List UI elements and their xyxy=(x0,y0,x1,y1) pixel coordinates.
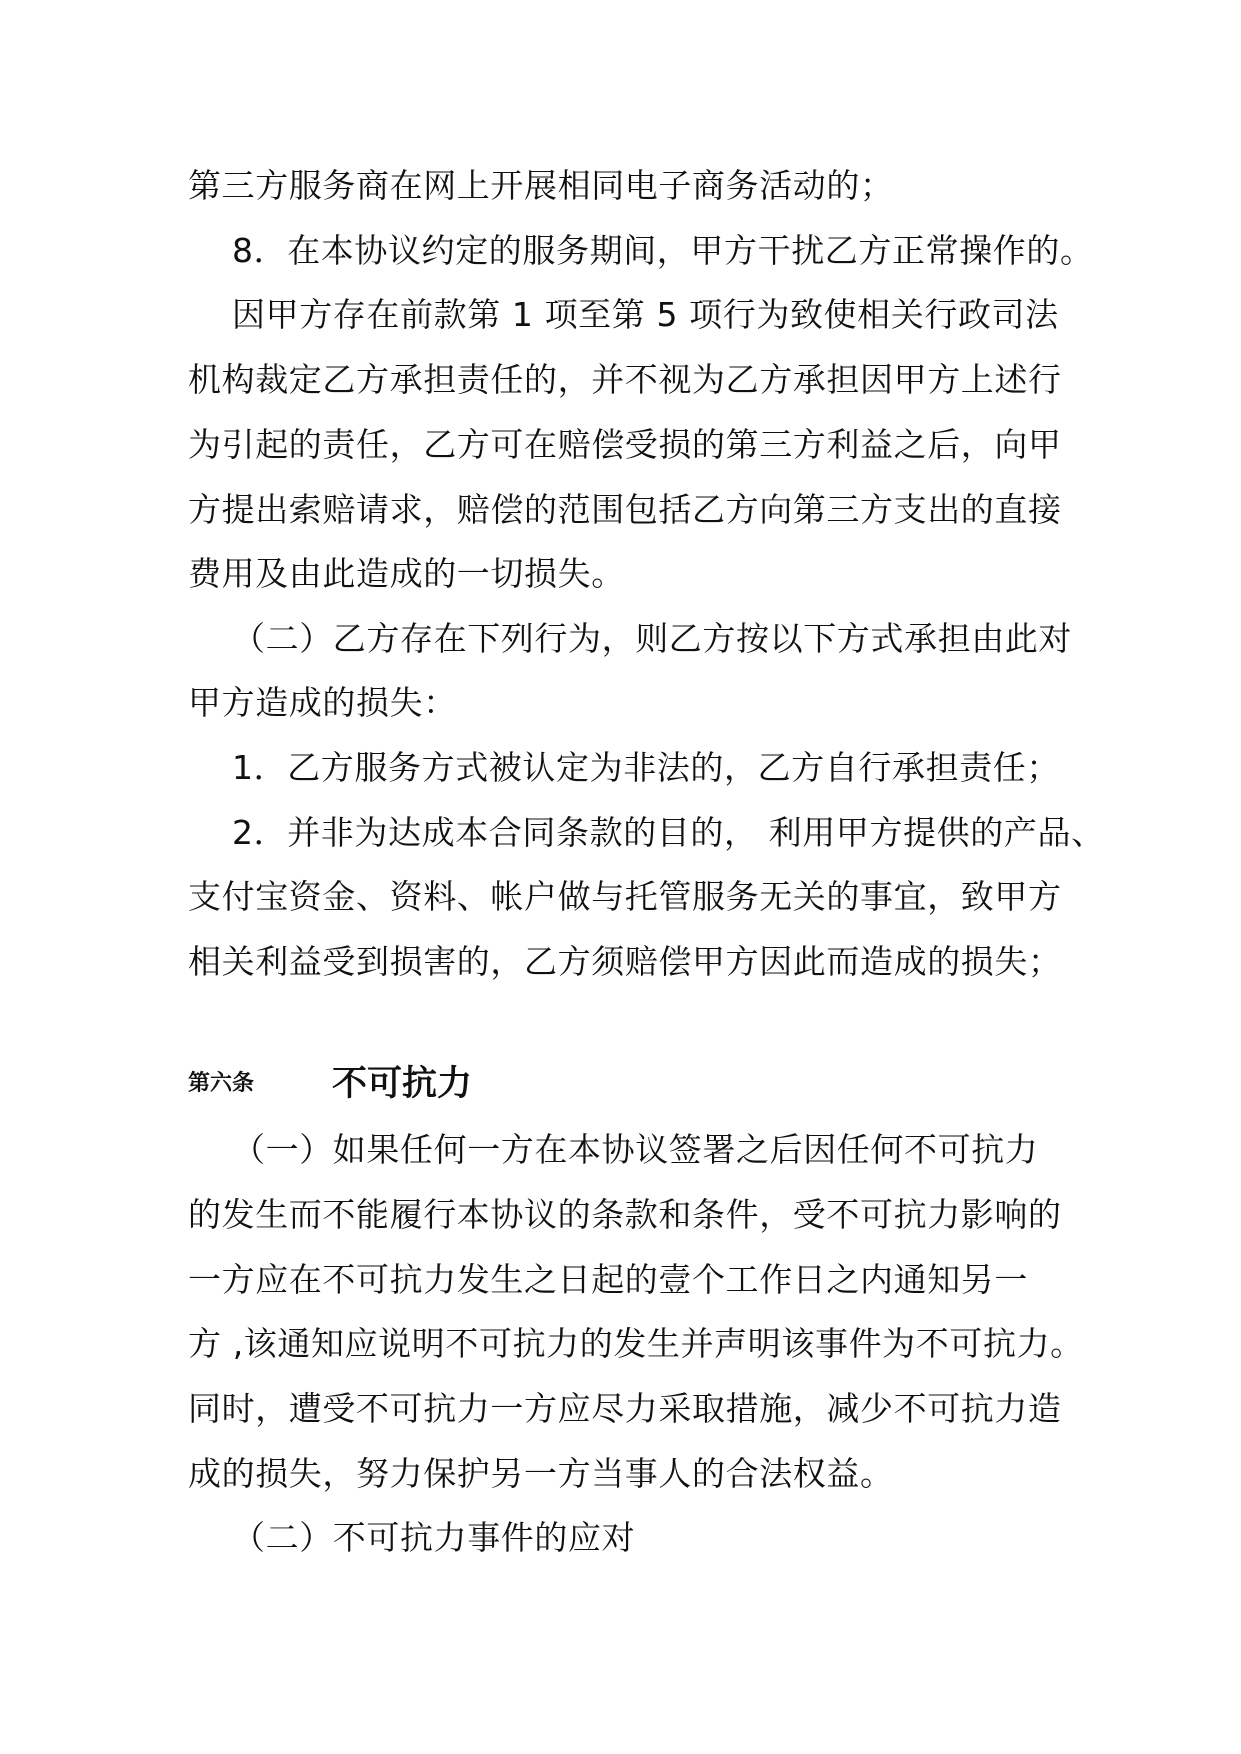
paragraph-line: 方提出索赔请求，赔偿的范围包括乙方向第三方支出的直接 xyxy=(188,490,1062,529)
paragraph-line: 1．乙方服务方式被认定为非法的，乙方自行承担责任； xyxy=(232,748,1060,787)
paragraph-line: 成的损失，努力保护另一方当事人的合法权益。 xyxy=(188,1454,894,1493)
paragraph-line: 因甲方存在前款第 1 项至第 5 项行为致使相关行政司法 xyxy=(232,295,1059,334)
article-title: 不可抗力 xyxy=(332,1064,473,1104)
paragraph-line: 同时，遭受不可抗力一方应尽力采取措施，减少不可抗力造 xyxy=(188,1389,1062,1428)
article-number: 第六条 xyxy=(188,1071,255,1096)
paragraph-line: 支付宝资金、资料、帐户做与托管服务无关的事宜，致甲方 xyxy=(188,877,1062,916)
paragraph-line: （二）乙方存在下列行为，则乙方按以下方式承担由此对 xyxy=(232,619,1072,658)
paragraph-line: 的发生而不能履行本协议的条款和条件，受不可抗力影响的 xyxy=(188,1195,1062,1234)
paragraph-line: 相关利益受到损害的，乙方须赔偿甲方因此而造成的损失； xyxy=(188,942,1062,981)
paragraph-line: （二）不可抗力事件的应对 xyxy=(232,1518,636,1557)
paragraph-line: 方 ,该通知应说明不可抗力的发生并声明该事件为不可抗力。 xyxy=(188,1324,1084,1363)
paragraph-line: 2．并非为达成本合同条款的目的， 利用甲方提供的产品、 xyxy=(232,813,1105,852)
paragraph-line: 费用及由此造成的一切损失。 xyxy=(188,554,625,593)
paragraph-line: 机构裁定乙方承担责任的，并不视为乙方承担因甲方上述行 xyxy=(188,360,1062,399)
paragraph-line: （一）如果任何一方在本协议签署之后因任何不可抗力 xyxy=(232,1130,1039,1169)
paragraph-line: 为引起的责任，乙方可在赔偿受损的第三方利益之后，向甲 xyxy=(188,425,1062,464)
paragraph-line: 第三方服务商在网上开展相同电子商务活动的； xyxy=(188,166,894,205)
paragraph-line: 8．在本协议约定的服务期间，甲方干扰乙方正常操作的。 xyxy=(232,231,1094,270)
paragraph-line: 一方应在不可抗力发生之日起的壹个工作日之内通知另一 xyxy=(188,1260,1028,1299)
paragraph-line: 甲方造成的损失： xyxy=(188,683,457,722)
